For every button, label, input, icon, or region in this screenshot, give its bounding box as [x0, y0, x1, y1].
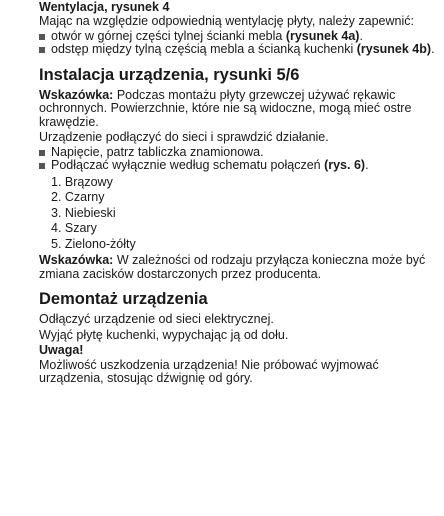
list-item-tail: . [431, 42, 435, 56]
list-item-tail: . [359, 28, 363, 43]
removal-heading: Demontaż urządzenia [39, 290, 208, 308]
installation-tip [39, 89, 438, 130]
figure-reference: (rysunek 4b) [356, 42, 432, 56]
figure-reference: (rysunek 4a) [285, 28, 360, 43]
tip-text: Podczas montażu płyty grzewczej używać rękawic ochronnych. Powierzchnie, które nie są widoczne, mogą mieć ostre krawędzie. [39, 87, 412, 129]
square-bullet-icon [39, 47, 45, 53]
wire-item: 2. Czarny [51, 190, 105, 204]
square-bullet-icon [39, 150, 45, 156]
tip-label: Wskazówka: [39, 87, 114, 102]
wire-item: 4. Szary [51, 221, 97, 235]
tip-text: W zależności od rodzaju przyłącza konieczna może być zmiana zacisków dostarczonych przez producenta. [39, 253, 426, 281]
installation-list [39, 146, 438, 173]
warning-text: Możliwość uszkodzenia urządzenia! Nie próbować wyjmować urządzenia, stosując dźwignię od góry. [39, 357, 379, 385]
ventilation-heading: Wentylacja, rysunek 4 [39, 0, 170, 14]
list-item [39, 146, 438, 160]
list-item-text: Podłączać wyłącznie według schematu połączeń [51, 158, 325, 172]
list-item [39, 30, 438, 44]
square-bullet-icon [39, 163, 45, 169]
wire-item: 1. Brązowy [51, 174, 113, 189]
list-item [39, 159, 438, 173]
list-item-text: Napięcie, patrz tabliczka znamionowa. [51, 144, 264, 159]
wire-color-list [39, 175, 438, 253]
removal-step-2: Wyjąć płytę kuchenki, wypychając ją od dołu. [39, 327, 289, 342]
tip-label: Wskazówka: [39, 253, 114, 267]
list-item-text: otwór w górnej części tylnej ścianki mebla [51, 28, 286, 43]
installation-heading: Instalacja urządzenia, rysunki 5/6 [39, 65, 300, 84]
ventilation-intro: Mając na względzie odpowiednią wentylację płyty, należy zapewnić: [39, 14, 414, 28]
ventilation-list [39, 30, 438, 57]
wire-item: 3. Niebieski [51, 205, 116, 220]
removal-step-1: Odłączyć urządzenie od sieci elektrycznej. [39, 312, 274, 326]
warning-label: Uwaga! [39, 343, 84, 357]
list-item [39, 43, 438, 57]
wire-item: 5. Zielono-żółty [51, 236, 136, 251]
list-item-tail: . [365, 158, 369, 172]
square-bullet-icon [39, 34, 45, 40]
figure-reference: (rys. 6) [324, 158, 366, 172]
connect-instruction: Urządzenie podłączyć do sieci i sprawdzić działanie. [39, 130, 329, 144]
terminal-tip [39, 254, 438, 281]
list-item-text: odstęp między tylną częścią mebla a ścianką kuchenki [51, 42, 357, 56]
